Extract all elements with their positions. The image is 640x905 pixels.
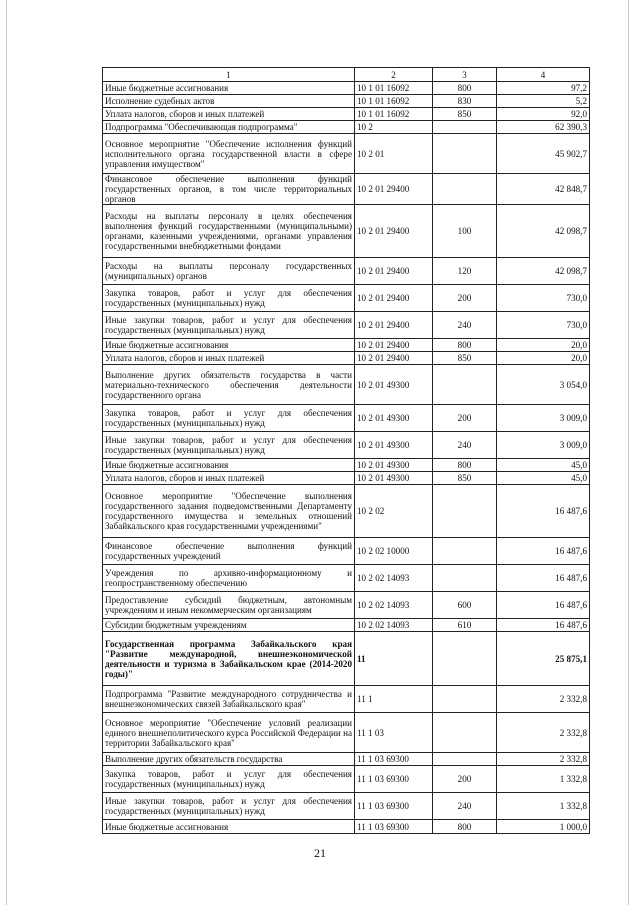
- amount-cell: 2 332,8: [497, 713, 590, 753]
- column-number: 4: [497, 68, 590, 82]
- expense-type-cell: [433, 538, 497, 565]
- expense-name-cell: Учреждения по архивно-информационному и геопространственному обеспечению: [103, 565, 355, 592]
- expense-type-cell: 610: [433, 619, 497, 632]
- target-code-cell: 10 2 02 14093: [355, 592, 433, 619]
- target-code-cell: 11 1 03: [355, 713, 433, 753]
- expense-name-cell: Предоставление субсидий бюджетным, автономным учреждениям и иным некоммерческим организациям: [103, 592, 355, 619]
- table-row: [103, 312, 590, 339]
- table-row: [103, 174, 590, 205]
- amount-cell: 20,0: [497, 352, 590, 365]
- table-row: [103, 339, 590, 352]
- target-code-cell: 10 2 01 29400: [355, 174, 433, 205]
- target-code-cell: 11 1 03 69300: [355, 766, 433, 793]
- expense-type-cell: [433, 365, 497, 405]
- table-row: [103, 108, 590, 121]
- expense-type-cell: [433, 134, 497, 174]
- amount-cell: 3 054,0: [497, 365, 590, 405]
- target-code-cell: 11 1 03 69300: [355, 793, 433, 820]
- target-code-cell: 10 2 01 29400: [355, 312, 433, 339]
- table-row: [103, 432, 590, 459]
- budget-table: [102, 67, 590, 834]
- expense-name-cell: Расходы на выплаты персоналу в целях обеспечения выполнения функций государственными (муниципальными) органами, казенными учреждениями, органами управления государственными внебюджетными фондами: [103, 205, 355, 258]
- expense-type-cell: 240: [433, 432, 497, 459]
- target-code-cell: 10 2 01: [355, 134, 433, 174]
- expense-type-cell: [433, 713, 497, 753]
- amount-cell: 16 487,6: [497, 538, 590, 565]
- expense-name-cell: Основное мероприятие "Обеспечение выполнения государственного задания подведомственными Департаменту государственного имущества и земельных отношений Забайкальского края государственными учреждениями": [103, 485, 355, 538]
- amount-cell: 2 332,8: [497, 753, 590, 766]
- amount-cell: 2 332,8: [497, 686, 590, 713]
- table-row: [103, 121, 590, 134]
- expense-name-cell: Иные закупки товаров, работ и услуг для обеспечения государственных (муниципальных) нужд: [103, 432, 355, 459]
- target-code-cell: 10 2 01 49300: [355, 432, 433, 459]
- expense-name-cell: Расходы на выплаты персоналу государственных (муниципальных) органов: [103, 258, 355, 285]
- table-row: [103, 713, 590, 753]
- target-code-cell: 10 2 01 49300: [355, 459, 433, 472]
- column-number-row: [103, 68, 590, 82]
- expense-name-cell: Выполнение других обязательств государства: [103, 753, 355, 766]
- expense-type-cell: [433, 485, 497, 538]
- amount-cell: 45 902,7: [497, 134, 590, 174]
- amount-cell: 1 332,8: [497, 793, 590, 820]
- expense-type-cell: 200: [433, 405, 497, 432]
- expense-type-cell: 800: [433, 459, 497, 472]
- expense-name-cell: Иные бюджетные ассигнования: [103, 339, 355, 352]
- table-row: [103, 565, 590, 592]
- table-row: [103, 95, 590, 108]
- expense-type-cell: 800: [433, 820, 497, 834]
- column-number: 2: [355, 68, 433, 82]
- expense-type-cell: 240: [433, 793, 497, 820]
- amount-cell: 16 487,6: [497, 565, 590, 592]
- table-row: [103, 459, 590, 472]
- expense-type-cell: 240: [433, 312, 497, 339]
- table-row: [103, 753, 590, 766]
- target-code-cell: 10 2 01 29400: [355, 339, 433, 352]
- expense-type-cell: [433, 686, 497, 713]
- table-row: [103, 134, 590, 174]
- amount-cell: 62 390,3: [497, 121, 590, 134]
- target-code-cell: 11 1 03 69300: [355, 820, 433, 834]
- table-row: [103, 592, 590, 619]
- budget-table-body: [103, 68, 590, 834]
- expense-type-cell: [433, 174, 497, 205]
- expense-type-cell: 850: [433, 352, 497, 365]
- expense-type-cell: 100: [433, 205, 497, 258]
- target-code-cell: 10 1 01 16092: [355, 82, 433, 95]
- table-row: [103, 686, 590, 713]
- page-number: 21: [314, 846, 326, 860]
- amount-cell: 1 332,8: [497, 766, 590, 793]
- expense-name-cell: Иные закупки товаров, работ и услуг для обеспечения государственных (муниципальных) нужд: [103, 793, 355, 820]
- target-code-cell: 10 1 01 16092: [355, 108, 433, 121]
- target-code-cell: 11 1: [355, 686, 433, 713]
- amount-cell: 45,0: [497, 472, 590, 485]
- expense-name-cell: Основное мероприятие "Обеспечение исполнения функций исполнительного органа государственной власти в сфере управления имуществом": [103, 134, 355, 174]
- expense-type-cell: [433, 565, 497, 592]
- table-row: [103, 405, 590, 432]
- target-code-cell: 10 2 01 29400: [355, 258, 433, 285]
- scan-left-edge: [6, 0, 7, 905]
- target-code-cell: 10 2: [355, 121, 433, 134]
- expense-name-cell: Закупка товаров, работ и услуг для обеспечения государственных (муниципальных) нужд: [103, 405, 355, 432]
- table-row: [103, 365, 590, 405]
- expense-type-cell: [433, 632, 497, 686]
- amount-cell: 3 009,0: [497, 432, 590, 459]
- expense-name-cell: Уплата налогов, сборов и иных платежей: [103, 472, 355, 485]
- expense-name-cell: Закупка товаров, работ и услуг для обеспечения государственных (муниципальных) нужд: [103, 766, 355, 793]
- expense-name-cell: Подпрограмма "Развитие международного сотрудничества и внешнеэкономических связей Забайкальского края": [103, 686, 355, 713]
- target-code-cell: 10 2 02 10000: [355, 538, 433, 565]
- amount-cell: 730,0: [497, 312, 590, 339]
- amount-cell: 42 098,7: [497, 258, 590, 285]
- target-code-cell: 10 2 02 14093: [355, 565, 433, 592]
- target-code-cell: 11 1 03 69300: [355, 753, 433, 766]
- amount-cell: 16 487,6: [497, 619, 590, 632]
- amount-cell: 3 009,0: [497, 405, 590, 432]
- expense-name-cell: Закупка товаров, работ и услуг для обеспечения государственных (муниципальных) нужд: [103, 285, 355, 312]
- amount-cell: 45,0: [497, 459, 590, 472]
- expense-name-cell: Финансовое обеспечение выполнения функций государственных учреждений: [103, 538, 355, 565]
- table-row: [103, 538, 590, 565]
- expense-type-cell: 120: [433, 258, 497, 285]
- expense-name-cell: Иные бюджетные ассигнования: [103, 459, 355, 472]
- amount-cell: 16 487,6: [497, 592, 590, 619]
- table-row: [103, 485, 590, 538]
- amount-cell: 16 487,6: [497, 485, 590, 538]
- expense-name-cell: Уплата налогов, сборов и иных платежей: [103, 108, 355, 121]
- table-row: [103, 766, 590, 793]
- expense-type-cell: 800: [433, 82, 497, 95]
- table-row: [103, 632, 590, 686]
- expense-name-cell: Иные бюджетные ассигнования: [103, 820, 355, 834]
- amount-cell: 97,2: [497, 82, 590, 95]
- table-row: [103, 820, 590, 834]
- table-row: [103, 205, 590, 258]
- expense-type-cell: 850: [433, 108, 497, 121]
- target-code-cell: 10 2 01 49300: [355, 405, 433, 432]
- expense-type-cell: 200: [433, 766, 497, 793]
- target-code-cell: 10 2 01 29400: [355, 352, 433, 365]
- amount-cell: 92,0: [497, 108, 590, 121]
- target-code-cell: 10 2 01 49300: [355, 472, 433, 485]
- target-code-cell: 10 2 01 49300: [355, 365, 433, 405]
- expense-type-cell: 830: [433, 95, 497, 108]
- target-code-cell: 10 2 01 29400: [355, 205, 433, 258]
- target-code-cell: 10 2 01 29400: [355, 285, 433, 312]
- amount-cell: 20,0: [497, 339, 590, 352]
- expense-name-cell: Выполнение других обязательств государства в части материально-технического обеспечения деятельности государственного органа: [103, 365, 355, 405]
- expense-name-cell: Государственная программа Забайкальского края "Развитие международной, внешнеэкономической деятельности и туризма в Забайкальском крае (2014-2020 годы)": [103, 632, 355, 686]
- column-number: 3: [433, 68, 497, 82]
- expense-name-cell: Основное мероприятие "Обеспечение условий реализации единого внешнеполитического курса Российской Федерации на территории Забайкальского края": [103, 713, 355, 753]
- amount-cell: 730,0: [497, 285, 590, 312]
- table-row: [103, 793, 590, 820]
- column-number: 1: [103, 68, 355, 82]
- expense-name-cell: Иные закупки товаров, работ и услуг для обеспечения государственных (муниципальных) нужд: [103, 312, 355, 339]
- expense-type-cell: 850: [433, 472, 497, 485]
- expense-name-cell: Уплата налогов, сборов и иных платежей: [103, 352, 355, 365]
- amount-cell: 5,2: [497, 95, 590, 108]
- target-code-cell: 10 1 01 16092: [355, 95, 433, 108]
- table-row: [103, 258, 590, 285]
- amount-cell: 42 848,7: [497, 174, 590, 205]
- scan-right-edge: [628, 0, 629, 905]
- table-row: [103, 619, 590, 632]
- amount-cell: 25 875,1: [497, 632, 590, 686]
- expense-type-cell: 800: [433, 339, 497, 352]
- target-code-cell: 10 2 02 14093: [355, 619, 433, 632]
- table-row: [103, 352, 590, 365]
- amount-cell: 1 000,0: [497, 820, 590, 834]
- table-row: [103, 472, 590, 485]
- table-row: [103, 285, 590, 312]
- amount-cell: 42 098,7: [497, 205, 590, 258]
- expense-name-cell: Финансовое обеспечение выполнения функций государственных органов, в том числе территориальных органов: [103, 174, 355, 205]
- target-code-cell: 10 2 02: [355, 485, 433, 538]
- expense-type-cell: 200: [433, 285, 497, 312]
- expense-name-cell: Иные бюджетные ассигнования: [103, 82, 355, 95]
- expense-type-cell: [433, 121, 497, 134]
- table-row: [103, 82, 590, 95]
- expense-name-cell: Подпрограмма "Обеспечивающая подпрограмма": [103, 121, 355, 134]
- target-code-cell: 11: [355, 632, 433, 686]
- expense-type-cell: [433, 753, 497, 766]
- expense-type-cell: 600: [433, 592, 497, 619]
- expense-name-cell: Исполнение судебных актов: [103, 95, 355, 108]
- expense-name-cell: Субсидии бюджетным учреждениям: [103, 619, 355, 632]
